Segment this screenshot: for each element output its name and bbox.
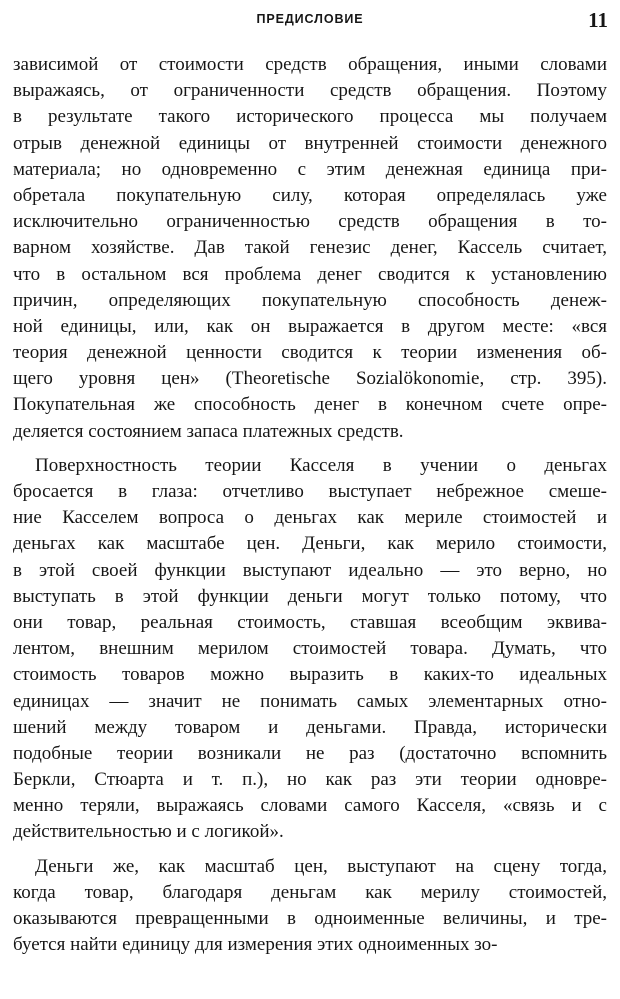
text-line: шений между товаром и деньгами. Правда, исторически [13, 716, 607, 738]
text-line: менно теряли, выражаясь словами самого Касселя, «связь и с [13, 795, 607, 817]
text-line: исключительно ограниченностью средств обращения в то- [13, 211, 607, 233]
text-line: варном хозяйстве. Дав такой генезис денег, Кассель считает, [13, 237, 607, 259]
text-line: когда товар, благодаря деньгам как мерилу стоимостей, [13, 881, 607, 903]
text-line: Деньги же, как масштаб цен, выступают на сцену тогда, [35, 855, 607, 877]
text-line: они товар, реальная стоимость, ставшая всеобщим эквива- [13, 611, 607, 633]
running-title: ПРЕДИСЛОВИЕ [256, 12, 364, 26]
text-line: буется найти единицу для измерения этих одноименных зо- [13, 934, 498, 956]
paragraph [13, 453, 607, 846]
text-line: материала; но одновременно с этим денежная единица при- [13, 158, 607, 180]
paragraph [13, 854, 607, 959]
text-line: подобные теории возникали не раз (достаточно вспомнить [13, 742, 607, 764]
text-line: ной единицы, или, как он выражается в другом месте: «вся [13, 315, 607, 337]
text-line: выступать в этой функции деньги могут только потому, что [13, 585, 607, 607]
text-line: причин, определяющих покупательную способность денеж- [13, 289, 607, 311]
page-number: 11 [588, 8, 608, 32]
text-line: лентом, внешним мерилом стоимостей товара. Думать, что [13, 638, 607, 660]
text-line: щего уровня цен» (Theoretische Sozialökonomie, стр. 395). [13, 368, 607, 390]
text-line: в этой своей функции выступают идеально — это верно, но [13, 559, 607, 581]
text-line: зависимой от стоимости средств обращения, иными словами [13, 54, 607, 75]
text-line: ние Касселем вопроса о деньгах как мериле стоимостей и [13, 507, 607, 529]
text-line: теория денежной ценности сводится к теории изменения об- [13, 342, 607, 364]
running-head [10, 8, 610, 32]
text-line: Покупательная же способность денег в конечном счете опре- [13, 394, 607, 416]
text-line: что в остальном вся проблема денег сводится к установлению [13, 263, 607, 285]
text-line: обретала покупательную силу, которая определялась уже [13, 184, 607, 206]
text-line: деньгах как масштабе цен. Деньги, как мерило стоимости, [13, 533, 607, 555]
text-line: отрыв денежной единицы от внутренней стоимости денежного [13, 132, 607, 154]
text-line: Поверхностность теории Касселя в учении о деньгах [35, 454, 607, 476]
text-line: бросается в глаза: отчетливо выступает небрежное смеше- [13, 481, 607, 502]
text-line: единицах — значит не понимать самых элементарных отно- [13, 690, 607, 712]
text-line: в результате такого исторического процесса мы получаем [13, 106, 607, 128]
text-line: выражаясь, от ограниченности средств обращения. Поэтому [13, 80, 607, 102]
text-line: Беркли, Стюарта и т. п.), но как раз эти теории одновре- [13, 769, 607, 791]
text-line: деляется состоянием запаса платежных средств. [13, 420, 404, 442]
paragraph [13, 52, 607, 445]
text-line: действительностью и с логикой». [13, 821, 284, 843]
text-line: стоимость товаров можно выразить в каких-то идеальных [13, 664, 607, 686]
text-line: оказываются превращенными в одноименные величины, и тре- [13, 908, 607, 929]
body-text [13, 52, 607, 958]
